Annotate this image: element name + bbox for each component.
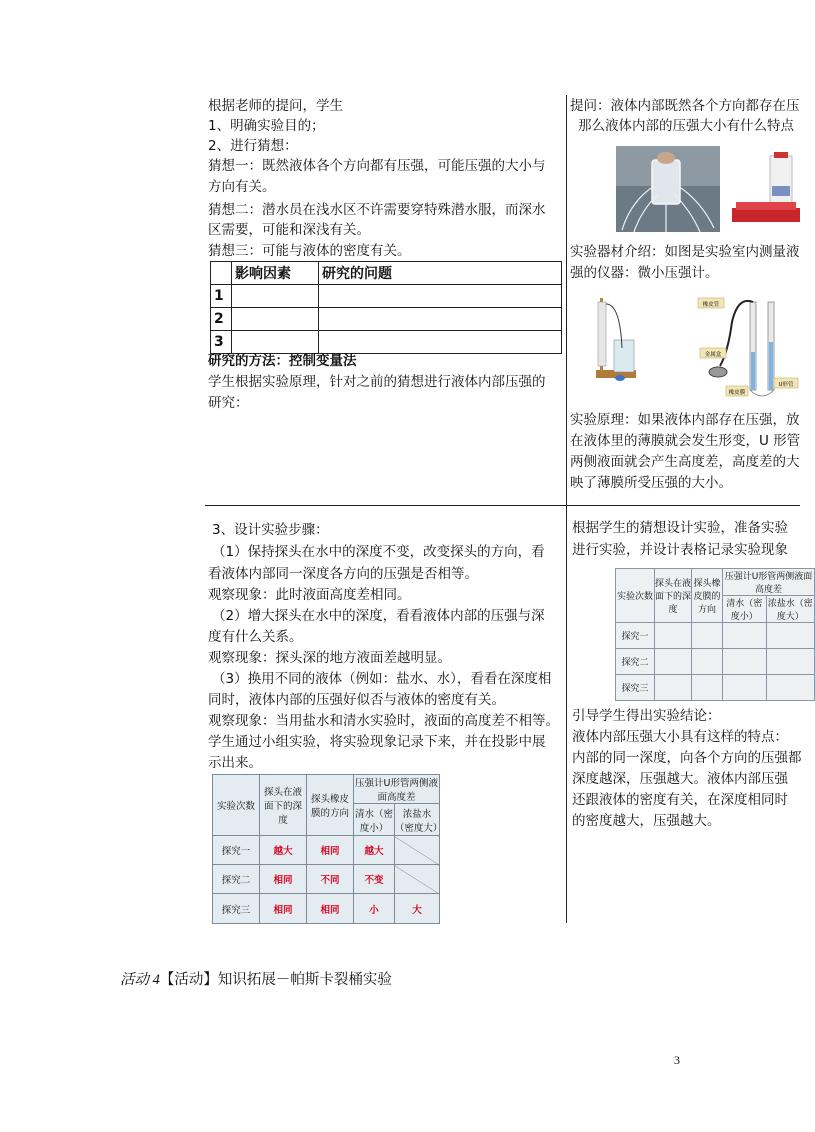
column-divider-top xyxy=(566,95,567,505)
results-table: 实验次数 探头在液面下的深度 探头橡皮膜的方向 压强计U形管两侧液面高度差 清水（密度小） 浓盐水（密度大） 探究一 越大 相同 越大 探究二 相同 不同 不变 探究三 相同 相同 小 大 xyxy=(212,774,440,924)
record-row-name: 探究二 xyxy=(616,649,655,675)
guess-one-line2: 方向有关。 xyxy=(208,179,276,195)
label-rubber-tube: 橡皮管 xyxy=(702,302,720,308)
design-line2: 进行实验，并设计表格记录实验现象 xyxy=(572,542,788,558)
conclusion-line5: 的密度越大，压强越大。 xyxy=(572,813,721,829)
guess-two-line1: 猜想二：潜水员在浅水区不许需要穿特殊潜水服，而深水 xyxy=(208,202,546,218)
after-line2: 研究： xyxy=(208,395,249,411)
principle-line2: 在液体里的薄膜就会发生形变，U 形管 xyxy=(570,433,801,449)
principle-line1: 实验原理：如果液体内部存在压强，放 xyxy=(570,412,800,428)
step3-line2: 同时，液体内部的压强好似否与液体的密度有关。 xyxy=(208,692,505,708)
method-line: 研究的方法：控制变量法 xyxy=(208,353,357,369)
results-sub-water: 清水（密度小） xyxy=(354,804,395,836)
step1-line2: 看液体内部同一深度各方向的压强是否相等。 xyxy=(208,566,478,582)
pressure-gauge-photo xyxy=(590,292,640,384)
record-sub-water: 清水（密度小） xyxy=(723,596,767,623)
step2-line2: 度有什么关系。 xyxy=(208,629,303,645)
record-col-direction: 探头橡皮膜的方向 xyxy=(692,569,723,623)
guess-table-header-question: 研究的问题 xyxy=(319,262,562,285)
step3-observe: 观察现象：当用盐水和清水实验时，液面的高度差不相等。 xyxy=(208,713,559,729)
record-line1: 学生通过小组实验，将实验现象记录下来，并在投影中展 xyxy=(208,734,546,750)
results-row-name: 探究二 xyxy=(213,865,260,894)
page-number: 3 xyxy=(674,1053,680,1067)
principle-line4: 映了薄膜所受压强的大小。 xyxy=(570,475,732,491)
guess-table xyxy=(210,261,562,354)
record-row-name: 探究三 xyxy=(616,675,655,701)
record-sub-brine: 浓盐水（密度大） xyxy=(766,596,814,623)
guess-table-row-num: 2 xyxy=(211,308,232,331)
apparatus-line1: 实验器材介绍：如图是实验室内测量液 xyxy=(570,244,800,260)
after-line1: 学生根据实验原理，针对之前的猜想进行液体内部压强的 xyxy=(208,374,546,390)
guess-table-header-factor: 影响因素 xyxy=(232,262,319,285)
record-table xyxy=(615,568,815,701)
label-rubber-membrane: 橡皮膜 xyxy=(728,390,746,396)
step2-line1: （2）增大探头在水中的深度，看看液体内部的压强与深 xyxy=(212,608,545,624)
guess-table-row-num: 1 xyxy=(211,285,232,308)
activity-title: 知识拓展－帕斯卡裂桶实验 xyxy=(217,972,392,988)
record-col-group: 压强计U形管两侧液面高度差 xyxy=(723,569,815,596)
apparatus-line2: 强的仪器：微小压强计。 xyxy=(570,265,719,281)
conclusion-line4: 还跟液体的密度有关，在深度相同时 xyxy=(572,792,788,808)
water-bottle-photo xyxy=(616,146,720,232)
record-row-name: 探究一 xyxy=(616,623,655,649)
question-line2: 那么液体内部的压强大小有什么特点 xyxy=(578,118,794,134)
steps-heading: 3、设计实验步骤： xyxy=(212,522,329,538)
step1-line1: （1）保持探头在水中的深度不变，改变探头的方向，看 xyxy=(212,544,545,560)
step3-line1: （3）换用不同的液体（例如：盐水、水），看看在深度相 xyxy=(212,671,552,687)
results-col-depth: 探头在液面下的深度 xyxy=(260,775,307,836)
u-tube-diagram xyxy=(698,292,800,400)
activity-caption xyxy=(120,968,392,989)
results-col-direction: 探头橡皮膜的方向 xyxy=(307,775,354,836)
question-line1: 提问：液体内部既然各个方向都存在压 xyxy=(570,98,800,114)
row-divider xyxy=(205,505,800,506)
guess-heading: 2、进行猜想： xyxy=(208,138,298,154)
conclusion-line1: 液体内部压强大小具有这样的特点： xyxy=(572,729,788,745)
conclusion-line2: 内部的同一深度，向各个方向的压强都 xyxy=(572,750,802,766)
guess-table-row-num: 3 xyxy=(211,331,232,354)
activity-tag: 【活动】 xyxy=(159,972,218,988)
results-sub-brine: 浓盐水（密度大） xyxy=(394,804,439,836)
intro-line: 根据老师的提问，学生 xyxy=(208,98,343,114)
activity-number: 活动 4 xyxy=(120,972,160,988)
record-line2: 示出来。 xyxy=(208,755,262,771)
results-col-group: 压强计U形管两侧液面高度差 xyxy=(354,775,440,804)
guess-three: 猜想三：可能与液体的密度有关。 xyxy=(208,243,411,259)
conclusion-line3: 深度越深，压强越大。液体内部压强 xyxy=(572,771,788,787)
results-row-name: 探究三 xyxy=(213,894,260,924)
goal-line: 1、明确实验目的； xyxy=(208,118,325,134)
label-u-tube: U形管 xyxy=(778,382,794,388)
bottle-tray-photo xyxy=(730,146,800,232)
results-row-name: 探究一 xyxy=(213,836,260,865)
results-col-count: 实验次数 xyxy=(213,775,260,836)
guess-one-line1: 猜想一：既然液体各个方向都有压强，可能压强的大小与 xyxy=(208,158,546,174)
step1-observe: 观察现象：此时液面高度差相同。 xyxy=(208,587,411,603)
record-col-count: 实验次数 xyxy=(616,569,655,623)
column-divider-bottom xyxy=(566,505,567,923)
guess-two-line2: 区需要，可能和深浅有关。 xyxy=(208,222,370,238)
label-metal-box: 金属盒 xyxy=(704,352,722,358)
principle-line3: 两侧液面就会产生高度差，高度差的大 xyxy=(570,454,800,470)
design-line1: 根据学生的猜想设计实验，准备实验 xyxy=(572,520,788,536)
record-col-depth: 探头在液面下的深度 xyxy=(655,569,692,623)
step2-observe: 观察现象：探头深的地方液面差越明显。 xyxy=(208,650,451,666)
conclusion-intro: 引导学生得出实验结论： xyxy=(572,708,721,724)
